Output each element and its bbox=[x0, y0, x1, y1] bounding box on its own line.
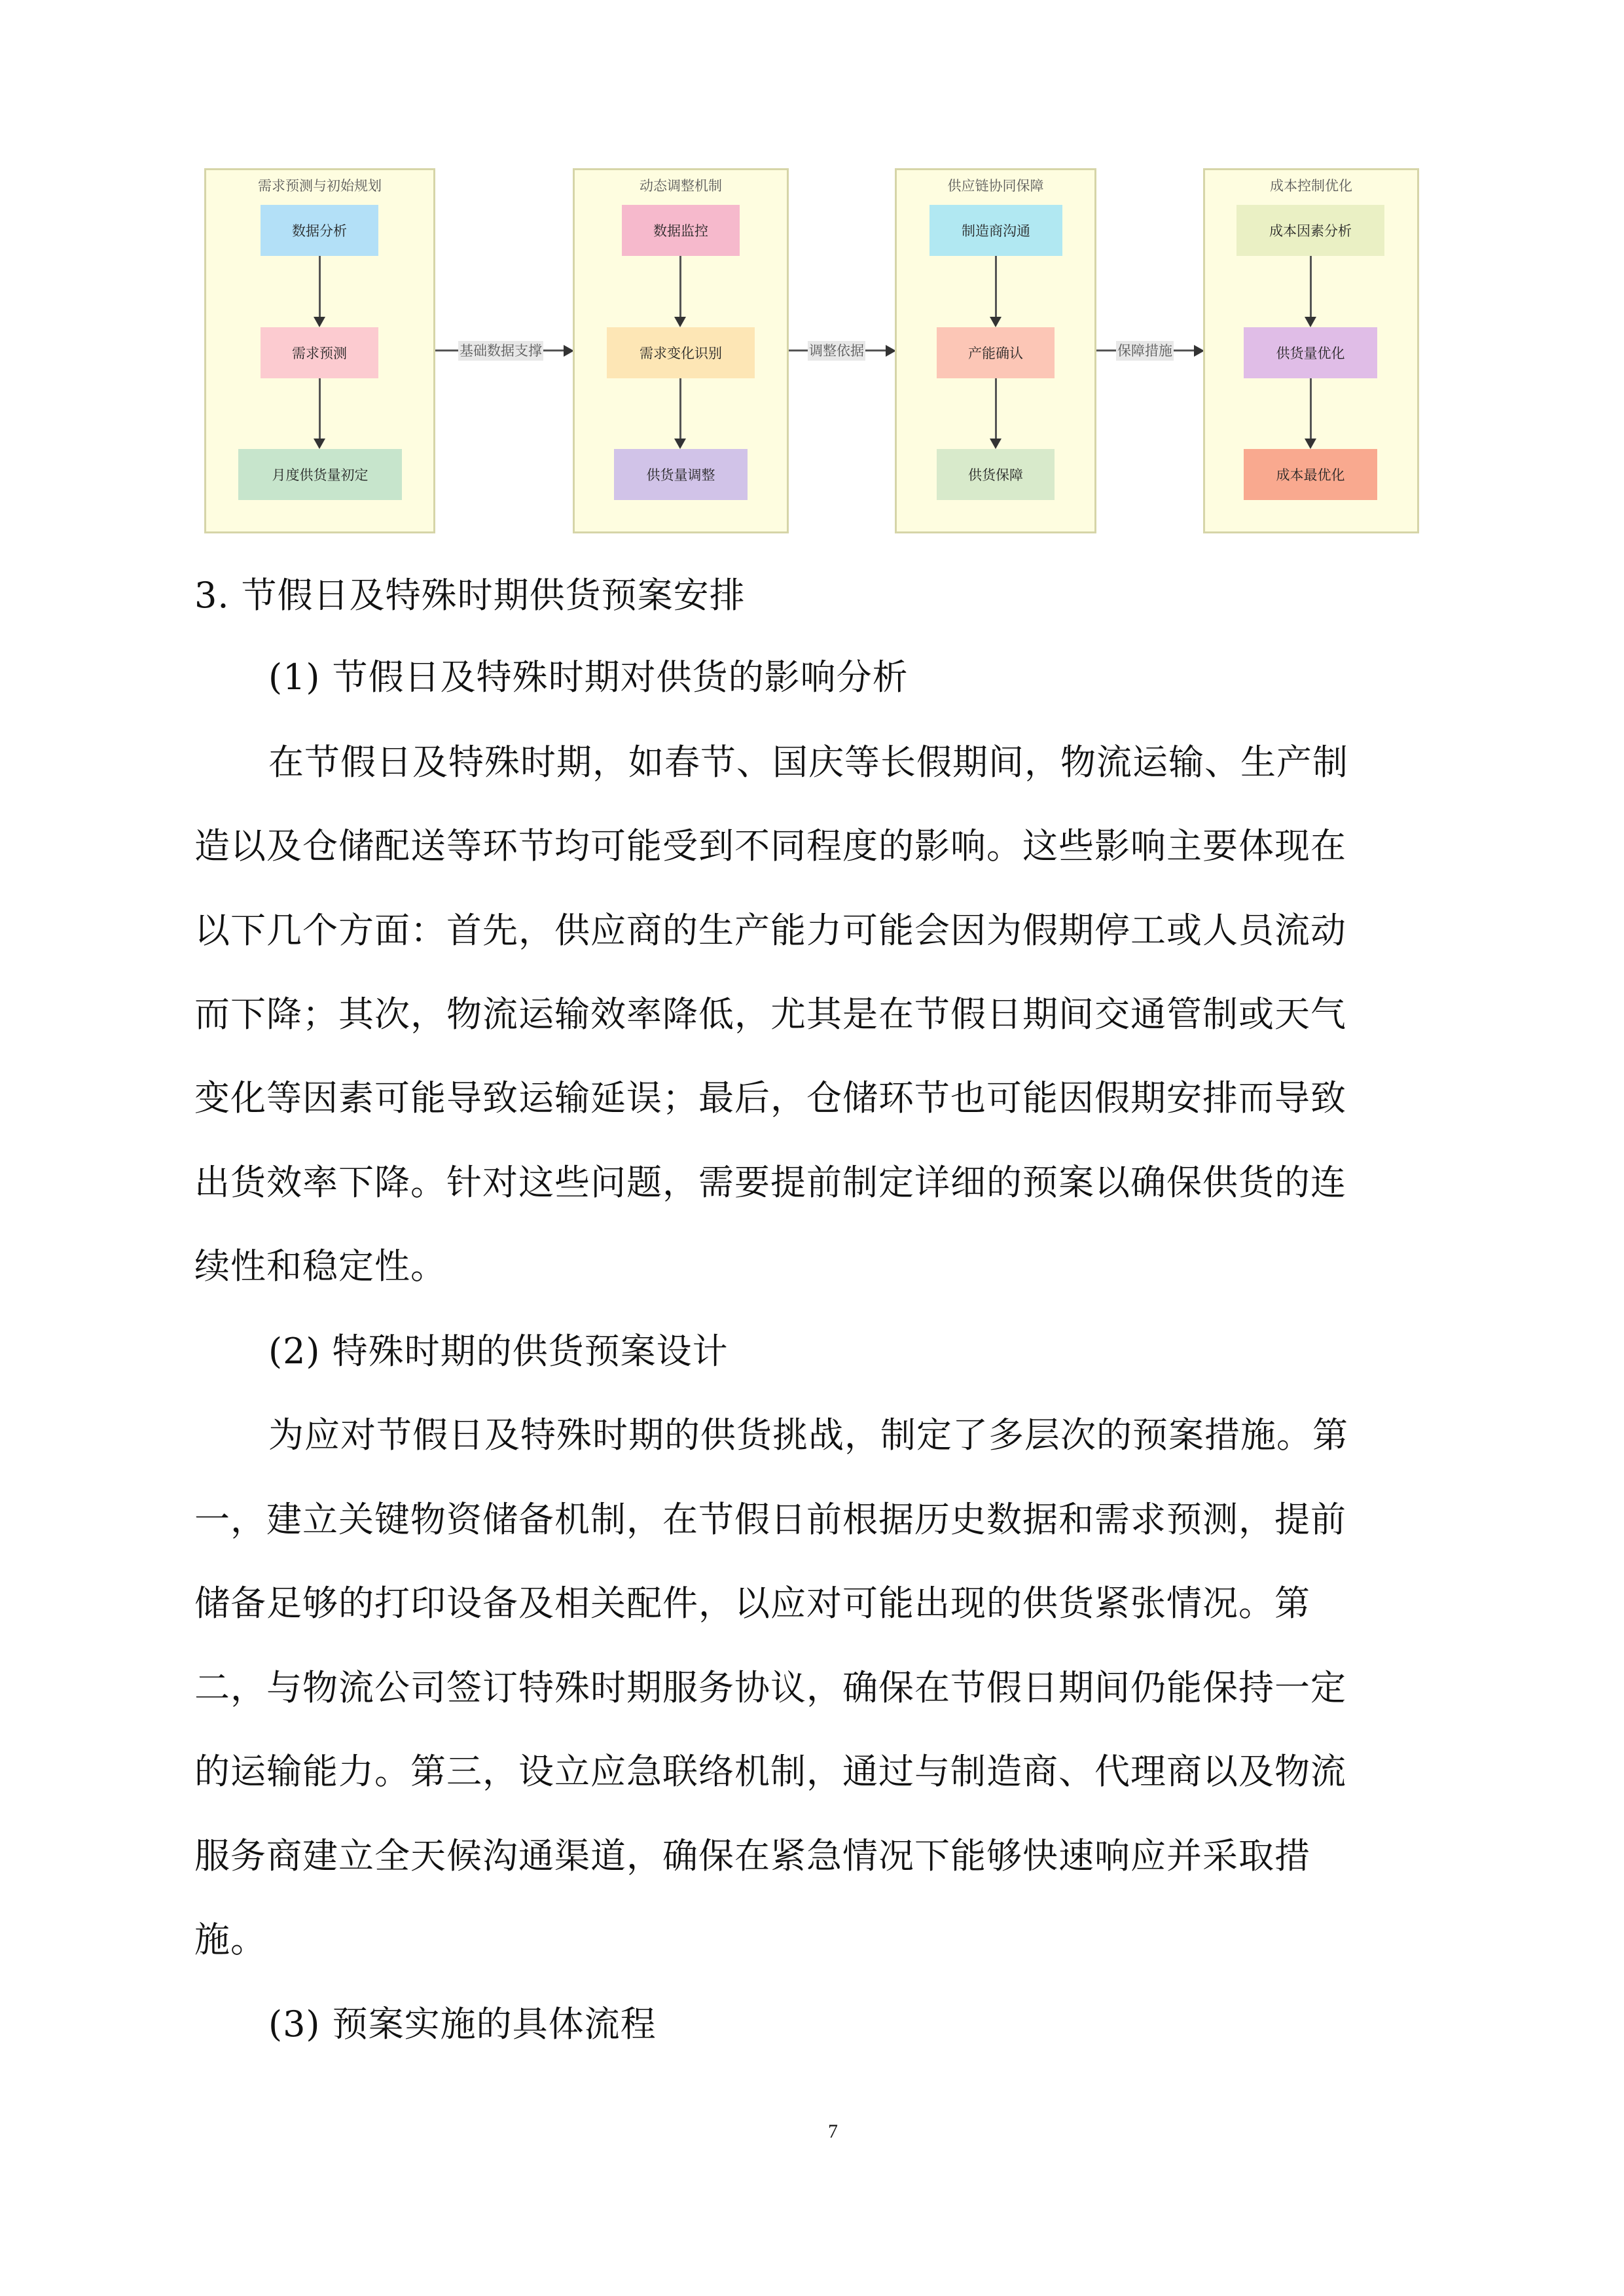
panel-title: 供应链协同保障 bbox=[947, 178, 1044, 194]
arrow-down-icon bbox=[314, 317, 325, 327]
node-demand-change-detection: 需求变化识别 bbox=[607, 327, 755, 378]
node-data-analysis: 数据分析 bbox=[261, 205, 378, 256]
node-manufacturer-communication: 制造商沟通 bbox=[929, 205, 1062, 256]
arrow-line bbox=[679, 256, 681, 318]
paragraph-line: 二，与物流公司签订特殊时期服务协议，确保在节假日期间仍能保持一定 bbox=[194, 1667, 1346, 1708]
paragraph-line: 续性和稳定性。 bbox=[194, 1246, 446, 1287]
subsection-heading-2: (2) 特殊时期的供货预案设计 bbox=[268, 1331, 729, 1372]
arrow-down-icon bbox=[674, 317, 686, 327]
paragraph-line: 在节假日及特殊时期，如春节、国庆等长假期间，物流运输、生产制 bbox=[268, 742, 1348, 783]
edge-label-guarantee-measures: 保障措施 bbox=[1116, 341, 1174, 361]
panel-title: 成本控制优化 bbox=[1270, 178, 1352, 194]
node-cost-optimal: 成本最优化 bbox=[1244, 449, 1377, 500]
arrow-line bbox=[1310, 256, 1312, 318]
subsection-heading-3: (3) 预案实施的具体流程 bbox=[268, 2003, 657, 2045]
paragraph-line: 一，建立关键物资储备机制，在节假日前根据历史数据和需求预测，提前 bbox=[194, 1499, 1346, 1540]
section-heading: 3. 节假日及特殊时期供货预案安排 bbox=[194, 575, 746, 616]
arrow-down-icon bbox=[1305, 439, 1316, 449]
node-monthly-supply-initial: 月度供货量初定 bbox=[238, 449, 402, 500]
node-supply-guarantee: 供货保障 bbox=[937, 449, 1055, 500]
page-number: 7 bbox=[828, 2121, 838, 2142]
paragraph-line: 而下降；其次，物流运输效率降低，尤其是在节假日期间交通管制或天气 bbox=[194, 994, 1346, 1035]
arrow-down-icon bbox=[674, 439, 686, 449]
arrow-line bbox=[679, 378, 681, 440]
arrow-line bbox=[995, 378, 997, 440]
paragraph-line: 以下几个方面：首先，供应商的生产能力可能会因为假期停工或人员流动 bbox=[194, 910, 1346, 951]
paragraph-line: 储备足够的打印设备及相关配件，以应对可能出现的供货紧张情况。第 bbox=[194, 1583, 1310, 1624]
node-cost-factor-analysis: 成本因素分析 bbox=[1236, 205, 1384, 256]
paragraph-line: 的运输能力。第三，设立应急联络机制，通过与制造商、代理商以及物流 bbox=[194, 1751, 1346, 1792]
flow-diagram bbox=[0, 0, 1624, 550]
edge-label-data-support: 基础数据支撑 bbox=[458, 341, 543, 361]
arrow-line bbox=[1310, 378, 1312, 440]
arrow-line bbox=[319, 378, 321, 440]
paragraph-line: 为应对节假日及特殊时期的供货挑战，制定了多层次的预案措施。第 bbox=[268, 1414, 1348, 1456]
panel-title: 动态调整机制 bbox=[640, 178, 722, 194]
paragraph-line: 出货效率下降。针对这些问题，需要提前制定详细的预案以确保供货的连 bbox=[194, 1162, 1346, 1203]
arrow-down-icon bbox=[990, 439, 1001, 449]
subsection-heading-1: (1) 节假日及特殊时期对供货的影响分析 bbox=[268, 656, 909, 698]
arrow-line bbox=[995, 256, 997, 318]
paragraph-line: 造以及仓储配送等环节均可能受到不同程度的影响。这些影响主要体现在 bbox=[194, 825, 1346, 867]
node-supply-adjustment: 供货量调整 bbox=[614, 449, 748, 500]
node-data-monitoring: 数据监控 bbox=[622, 205, 740, 256]
arrow-down-icon bbox=[314, 439, 325, 449]
paragraph-line: 施。 bbox=[194, 1919, 266, 1960]
arrow-down-icon bbox=[1305, 317, 1316, 327]
node-capacity-confirmation: 产能确认 bbox=[937, 327, 1055, 378]
arrow-line bbox=[319, 256, 321, 318]
edge-label-adjustment-basis: 调整依据 bbox=[808, 341, 865, 361]
node-supply-optimization: 供货量优化 bbox=[1244, 327, 1377, 378]
panel-title: 需求预测与初始规划 bbox=[258, 178, 382, 194]
paragraph-line: 服务商建立全天候沟通渠道，确保在紧急情况下能够快速响应并采取措 bbox=[194, 1835, 1310, 1876]
arrow-down-icon bbox=[990, 317, 1001, 327]
paragraph-line: 变化等因素可能导致运输延误；最后，仓储环节也可能因假期安排而导致 bbox=[194, 1077, 1346, 1119]
node-demand-forecast: 需求预测 bbox=[261, 327, 378, 378]
